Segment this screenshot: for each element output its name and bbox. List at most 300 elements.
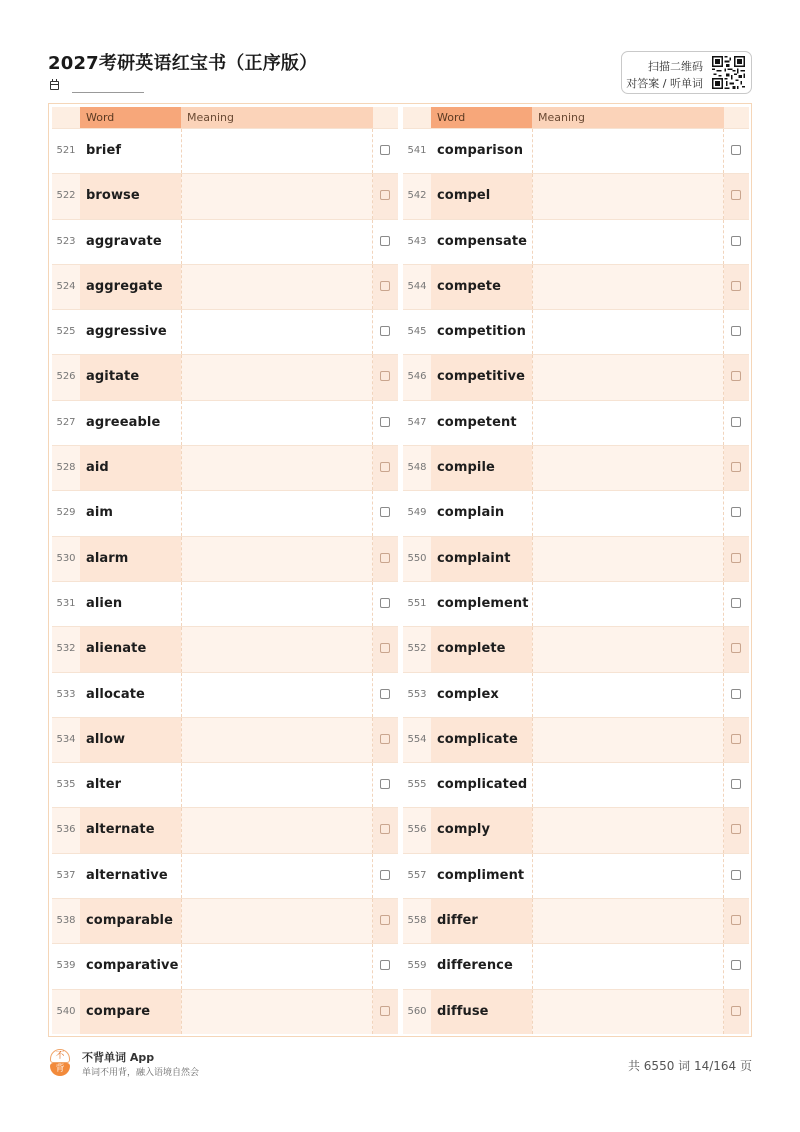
- word-text: differ: [437, 913, 478, 929]
- word-cell: [431, 854, 532, 898]
- table-row: [52, 989, 398, 1034]
- checkbox[interactable]: [380, 960, 390, 970]
- check-cell: [724, 401, 749, 445]
- word-cell: [80, 673, 181, 717]
- header-number-cell: [52, 107, 80, 128]
- word-text: complete: [437, 641, 506, 657]
- word-text: complain: [437, 505, 505, 521]
- word-number: 549: [407, 507, 427, 519]
- word-number: 535: [56, 779, 76, 791]
- checkbox[interactable]: [380, 1006, 390, 1016]
- check-cell: [373, 537, 398, 581]
- word-text: competent: [437, 414, 517, 430]
- checkbox[interactable]: [380, 507, 390, 517]
- check-cell: [373, 627, 398, 671]
- word-number: 550: [407, 552, 427, 564]
- word-text: diffuse: [437, 1003, 489, 1019]
- check-cell: [373, 944, 398, 988]
- checkbox[interactable]: [380, 145, 390, 155]
- word-number: 523: [56, 235, 76, 247]
- check-cell: [724, 174, 749, 218]
- qr-caption-line2: 对答案 / 听单词: [626, 77, 703, 90]
- word-text: agreeable: [86, 414, 161, 430]
- check-cell: [724, 582, 749, 626]
- word-cell: [431, 990, 532, 1034]
- checkbox[interactable]: [380, 190, 390, 200]
- word-number: 540: [56, 1005, 76, 1017]
- check-cell: [373, 401, 398, 445]
- table-row: [403, 943, 749, 988]
- app-logo: [50, 1049, 70, 1076]
- meaning-blank[interactable]: [532, 673, 724, 717]
- checkbox[interactable]: [731, 236, 741, 246]
- word-number: 547: [407, 416, 427, 428]
- checkbox[interactable]: [380, 326, 390, 336]
- header-number-cell: [403, 107, 431, 128]
- table-row: [403, 445, 749, 490]
- checkbox[interactable]: [380, 553, 390, 563]
- meaning-blank[interactable]: [181, 446, 373, 490]
- qr-panel[interactable]: [621, 51, 752, 94]
- word-cell: [80, 808, 181, 852]
- check-cell: [373, 446, 398, 490]
- logo-top-glyph: 不: [50, 1049, 70, 1063]
- word-cell: [431, 763, 532, 807]
- word-text: aggressive: [86, 324, 167, 340]
- word-text: aggravate: [86, 233, 162, 249]
- table-row: [403, 128, 749, 173]
- word-cell: [80, 401, 181, 445]
- checkbox[interactable]: [380, 824, 390, 834]
- meaning-blank[interactable]: [532, 990, 724, 1034]
- check-cell: [724, 220, 749, 264]
- word-text: competition: [437, 324, 526, 340]
- table-row: [403, 989, 749, 1034]
- word-text: comparison: [437, 143, 524, 158]
- meaning-blank[interactable]: [532, 174, 724, 218]
- meaning-blank[interactable]: [181, 673, 373, 717]
- check-cell: [724, 355, 749, 399]
- checkbox[interactable]: [731, 371, 741, 381]
- check-cell: [724, 990, 749, 1034]
- meaning-blank[interactable]: [181, 718, 373, 762]
- table-row: [52, 400, 398, 445]
- checkbox[interactable]: [731, 507, 741, 517]
- word-text: browse: [86, 188, 140, 204]
- word-cell: [431, 174, 532, 218]
- table-row: [52, 717, 398, 762]
- checkbox[interactable]: [731, 326, 741, 336]
- table-row: [52, 309, 398, 354]
- table-row: [403, 898, 749, 943]
- table-row: [52, 626, 398, 671]
- checkbox[interactable]: [380, 462, 390, 472]
- word-number: 557: [407, 869, 427, 881]
- meaning-blank[interactable]: [181, 174, 373, 218]
- word-cell: [431, 808, 532, 852]
- check-cell: [724, 763, 749, 807]
- meaning-blank[interactable]: [532, 718, 724, 762]
- checkbox[interactable]: [731, 643, 741, 653]
- word-text: aid: [86, 460, 109, 476]
- word-cell: [80, 627, 181, 671]
- table-row: [403, 853, 749, 898]
- meaning-blank[interactable]: [532, 944, 724, 988]
- meaning-blank[interactable]: [181, 763, 373, 807]
- check-cell: [724, 129, 749, 173]
- word-number: 546: [407, 371, 427, 383]
- checkbox[interactable]: [731, 190, 741, 200]
- checkbox[interactable]: [380, 779, 390, 789]
- check-cell: [373, 265, 398, 309]
- check-cell: [724, 854, 749, 898]
- table-row: [52, 853, 398, 898]
- checkbox[interactable]: [380, 870, 390, 880]
- table-row: [403, 626, 749, 671]
- word-cell: [431, 401, 532, 445]
- table-header: [403, 107, 749, 128]
- checkbox[interactable]: [380, 598, 390, 608]
- check-cell: [724, 808, 749, 852]
- checkbox[interactable]: [731, 734, 741, 744]
- word-text: comparable: [86, 913, 174, 929]
- check-cell: [373, 491, 398, 535]
- table-row: [52, 173, 398, 218]
- check-cell: [373, 673, 398, 717]
- word-text: complement: [437, 595, 529, 611]
- word-cell: [80, 491, 181, 535]
- word-text: compliment: [437, 867, 525, 883]
- word-cell: [80, 220, 181, 264]
- meaning-blank[interactable]: [532, 355, 724, 399]
- table-row: [52, 354, 398, 399]
- check-cell: [724, 899, 749, 943]
- table-row: [52, 219, 398, 264]
- table-row: [52, 762, 398, 807]
- word-number: 522: [56, 190, 76, 202]
- word-number: 541: [407, 145, 427, 156]
- word-text: compile: [437, 460, 495, 476]
- check-cell: [724, 627, 749, 671]
- date-blank-line: [72, 92, 144, 93]
- word-text: compensate: [437, 233, 528, 249]
- table-row: [403, 717, 749, 762]
- word-cell: [431, 446, 532, 490]
- word-number: 527: [56, 416, 76, 428]
- meaning-blank[interactable]: [532, 310, 724, 354]
- table-row: [52, 128, 398, 173]
- check-cell: [373, 854, 398, 898]
- word-text: complaint: [437, 550, 511, 566]
- header-meaning: Meaning: [532, 107, 724, 128]
- word-cell: [431, 673, 532, 717]
- table-row: [52, 264, 398, 309]
- word-text: difference: [437, 958, 513, 974]
- word-number: 548: [407, 462, 427, 474]
- word-cell: [80, 310, 181, 354]
- word-text: compete: [437, 278, 502, 294]
- table-row: [403, 309, 749, 354]
- word-number: 525: [56, 326, 76, 338]
- table-row: [52, 581, 398, 626]
- meaning-blank[interactable]: [532, 537, 724, 581]
- header-check-cell: [724, 107, 749, 128]
- table-row: [403, 354, 749, 399]
- word-column-left: [52, 107, 398, 1034]
- word-cell: [431, 355, 532, 399]
- check-cell: [724, 537, 749, 581]
- table-row: [403, 264, 749, 309]
- checkbox[interactable]: [380, 734, 390, 744]
- word-number: 554: [407, 733, 427, 745]
- check-cell: [724, 310, 749, 354]
- meaning-blank[interactable]: [532, 582, 724, 626]
- header-check-cell: [373, 107, 398, 128]
- table-row: [403, 173, 749, 218]
- table-row: [52, 536, 398, 581]
- meaning-blank[interactable]: [181, 310, 373, 354]
- word-number: 552: [407, 643, 427, 655]
- check-cell: [724, 673, 749, 717]
- word-number: 544: [407, 280, 427, 292]
- checkbox[interactable]: [380, 371, 390, 381]
- word-text: agitate: [86, 369, 140, 385]
- word-cell: [80, 537, 181, 581]
- word-cell: [431, 129, 532, 173]
- checkbox[interactable]: [380, 915, 390, 925]
- logo-bottom-glyph: 背: [50, 1063, 70, 1076]
- word-text: competitive: [437, 369, 526, 385]
- word-cell: [431, 537, 532, 581]
- word-number: 551: [407, 597, 427, 609]
- page-indicator: 共 6550 词 14/164 页: [627, 1059, 752, 1073]
- header-meaning: Meaning: [181, 107, 373, 128]
- meaning-blank[interactable]: [532, 265, 724, 309]
- check-cell: [373, 763, 398, 807]
- word-cell: [431, 491, 532, 535]
- checkbox[interactable]: [380, 236, 390, 246]
- word-number: 559: [407, 960, 427, 972]
- word-number: 537: [56, 869, 76, 881]
- word-text: alarm: [86, 550, 129, 566]
- meaning-blank[interactable]: [532, 446, 724, 490]
- checkbox[interactable]: [731, 779, 741, 789]
- word-number: 528: [56, 462, 76, 474]
- word-text: alter: [86, 777, 122, 793]
- word-cell: [80, 265, 181, 309]
- checkbox[interactable]: [731, 462, 741, 472]
- word-number: 536: [56, 824, 76, 836]
- meaning-blank[interactable]: [532, 401, 724, 445]
- word-number: 531: [56, 597, 76, 609]
- qr-code-icon[interactable]: [712, 56, 745, 89]
- table-row: [52, 672, 398, 717]
- meaning-blank[interactable]: [181, 220, 373, 264]
- word-number: 524: [56, 280, 76, 292]
- meaning-blank[interactable]: [181, 627, 373, 671]
- table-row: [403, 400, 749, 445]
- word-number: 533: [56, 688, 76, 700]
- word-text: alternate: [86, 822, 155, 838]
- meaning-blank[interactable]: [532, 491, 724, 535]
- word-number: 545: [407, 326, 427, 338]
- check-cell: [373, 220, 398, 264]
- table-row: [403, 762, 749, 807]
- checkbox[interactable]: [380, 417, 390, 427]
- checkbox[interactable]: [380, 281, 390, 291]
- check-cell: [724, 446, 749, 490]
- meaning-blank[interactable]: [181, 355, 373, 399]
- word-text: aim: [86, 505, 114, 521]
- word-cell: [431, 944, 532, 988]
- meaning-blank[interactable]: [532, 899, 724, 943]
- meaning-blank[interactable]: [181, 129, 373, 173]
- table-row: [52, 490, 398, 535]
- word-text: complicated: [437, 777, 528, 793]
- meaning-blank[interactable]: [181, 899, 373, 943]
- word-cell: [80, 355, 181, 399]
- check-cell: [724, 491, 749, 535]
- meaning-blank[interactable]: [181, 854, 373, 898]
- meaning-blank[interactable]: [532, 129, 724, 173]
- word-number: 521: [56, 145, 76, 156]
- check-cell: [373, 355, 398, 399]
- meaning-blank[interactable]: [181, 537, 373, 581]
- check-cell: [724, 944, 749, 988]
- word-text: comply: [437, 822, 491, 838]
- table-row: [52, 898, 398, 943]
- word-number: 543: [407, 235, 427, 247]
- word-text: alienate: [86, 641, 147, 657]
- checkbox[interactable]: [380, 689, 390, 699]
- checkbox[interactable]: [731, 281, 741, 291]
- checkbox[interactable]: [731, 689, 741, 699]
- checkbox[interactable]: [731, 417, 741, 427]
- meaning-blank[interactable]: [532, 808, 724, 852]
- checkbox[interactable]: [731, 870, 741, 880]
- word-cell: [80, 944, 181, 988]
- word-cell: [431, 899, 532, 943]
- table-row: [403, 219, 749, 264]
- word-number: 534: [56, 733, 76, 745]
- check-cell: [373, 310, 398, 354]
- check-cell: [373, 899, 398, 943]
- meaning-blank[interactable]: [181, 944, 373, 988]
- calendar-icon: [50, 81, 59, 90]
- table-row: [52, 807, 398, 852]
- checkbox[interactable]: [731, 960, 741, 970]
- word-number: 560: [407, 1005, 427, 1017]
- check-cell: [373, 129, 398, 173]
- word-cell: [80, 174, 181, 218]
- word-number: 529: [56, 507, 76, 519]
- word-text: brief: [86, 143, 122, 158]
- meaning-blank[interactable]: [181, 990, 373, 1034]
- word-number: 530: [56, 552, 76, 564]
- vocabulary-table: [48, 103, 752, 1037]
- check-cell: [373, 808, 398, 852]
- word-text: comparative: [86, 958, 179, 974]
- meaning-blank[interactable]: [532, 220, 724, 264]
- word-cell: [80, 899, 181, 943]
- table-row: [403, 490, 749, 535]
- word-text: alternative: [86, 867, 168, 883]
- meaning-blank[interactable]: [181, 808, 373, 852]
- word-cell: [80, 446, 181, 490]
- table-row: [52, 445, 398, 490]
- word-number: 532: [56, 643, 76, 655]
- word-number: 538: [56, 915, 76, 927]
- table-row: [403, 581, 749, 626]
- check-cell: [373, 718, 398, 762]
- table-row: [403, 807, 749, 852]
- word-cell: [80, 763, 181, 807]
- check-cell: [373, 582, 398, 626]
- word-cell: [431, 582, 532, 626]
- meaning-blank[interactable]: [181, 265, 373, 309]
- check-cell: [724, 265, 749, 309]
- meaning-blank[interactable]: [181, 401, 373, 445]
- check-cell: [724, 718, 749, 762]
- word-text: alien: [86, 595, 123, 611]
- word-text: compel: [437, 188, 491, 204]
- word-number: 526: [56, 371, 76, 383]
- word-number: 558: [407, 915, 427, 927]
- meaning-blank[interactable]: [181, 582, 373, 626]
- footer-tagline: 单词不用背，融入语境自然会: [82, 1068, 200, 1078]
- checkbox[interactable]: [731, 824, 741, 834]
- word-cell: [431, 718, 532, 762]
- checkbox[interactable]: [731, 598, 741, 608]
- meaning-blank[interactable]: [532, 627, 724, 671]
- word-column-right: [403, 107, 749, 1034]
- meaning-blank[interactable]: [532, 763, 724, 807]
- word-text: aggregate: [86, 278, 163, 294]
- word-cell: [80, 129, 181, 173]
- page-title: 2027考研英语红宝书（正序版）: [48, 53, 318, 74]
- word-number: 542: [407, 190, 427, 202]
- header-word: Word: [80, 107, 181, 128]
- footer-app-name: 不背单词 App: [82, 1051, 155, 1064]
- word-number: 539: [56, 960, 76, 972]
- word-number: 556: [407, 824, 427, 836]
- check-cell: [373, 990, 398, 1034]
- word-text: allow: [86, 731, 126, 747]
- word-text: complicate: [437, 731, 518, 747]
- table-row: [52, 943, 398, 988]
- header-word: Word: [431, 107, 532, 128]
- meaning-blank[interactable]: [181, 491, 373, 535]
- checkbox[interactable]: [380, 643, 390, 653]
- word-number: 553: [407, 688, 427, 700]
- date-field: [50, 80, 150, 94]
- table-row: [403, 536, 749, 581]
- checkbox[interactable]: [731, 145, 741, 155]
- meaning-blank[interactable]: [532, 854, 724, 898]
- word-text: compare: [86, 1003, 151, 1019]
- word-cell: [80, 718, 181, 762]
- table-header: [52, 107, 398, 128]
- word-cell: [80, 854, 181, 898]
- check-cell: [373, 174, 398, 218]
- word-cell: [431, 265, 532, 309]
- word-text: complex: [437, 686, 499, 702]
- word-cell: [80, 990, 181, 1034]
- checkbox[interactable]: [731, 915, 741, 925]
- word-cell: [80, 582, 181, 626]
- checkbox[interactable]: [731, 553, 741, 563]
- checkbox[interactable]: [731, 1006, 741, 1016]
